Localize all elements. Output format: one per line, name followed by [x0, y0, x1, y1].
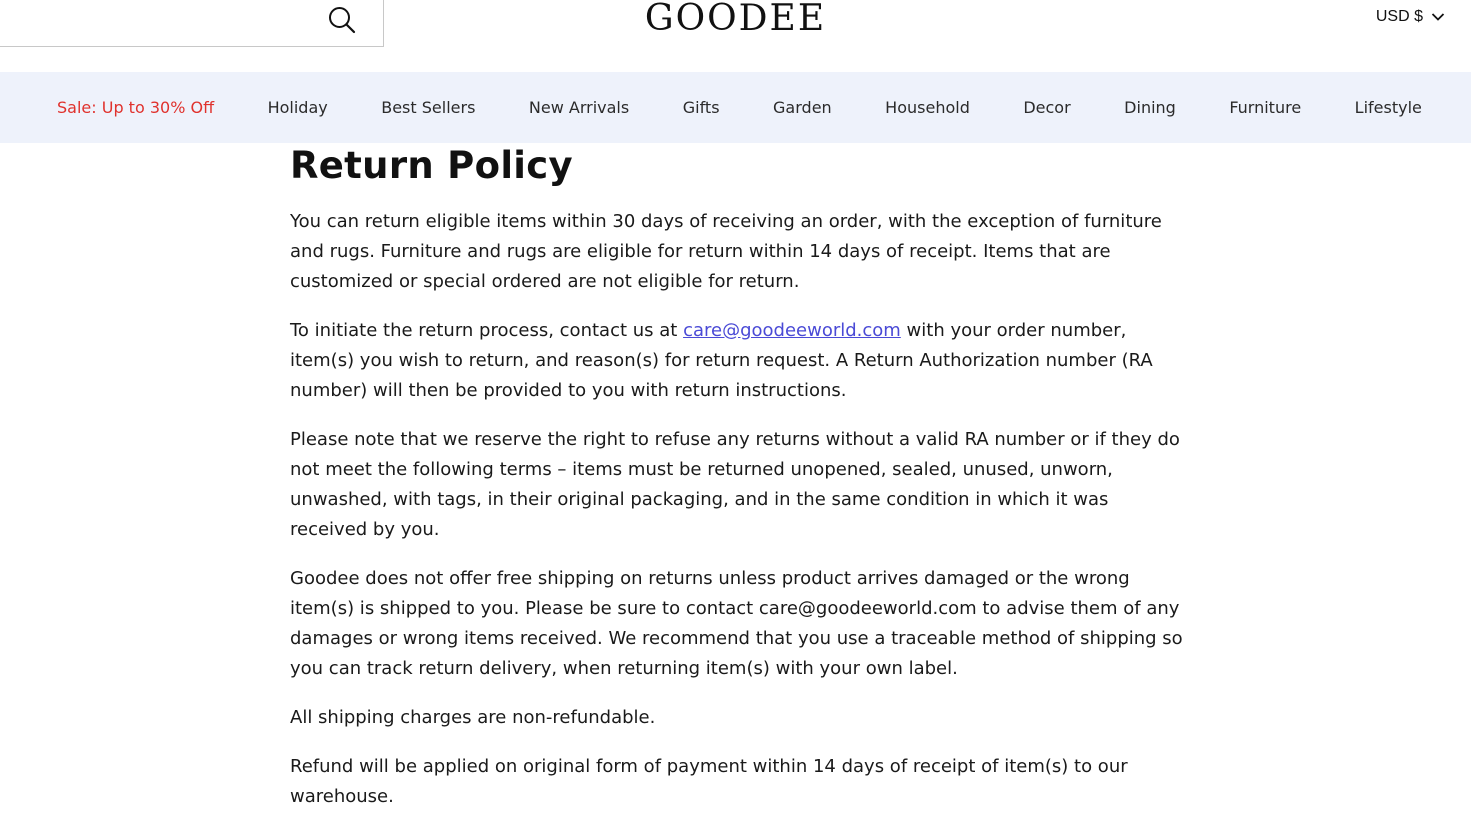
- initiate-text-after: with your order number, item(s) you wish to return, and reason(s) for return request. A Return Authorization number (RA number) will then be provided to you with return instructions.: [290, 320, 1153, 401]
- page-title: Return Policy: [290, 144, 573, 187]
- policy-paragraph-shipping: Goodee does not offer free shipping on returns unless product arrives damaged or the wrong item(s) is shipped to you. Please be sure to contact care@goodeeworld.com to advise them of any damages or wrong items received. We recommend that you use a traceable method of shipping so you can track return delivery, when returning item(s) with your own label.: [290, 568, 1183, 679]
- nav-item-furniture[interactable]: Furniture: [1229, 98, 1302, 117]
- nav-item-gifts[interactable]: Gifts: [682, 98, 720, 117]
- nav-item-decor[interactable]: Decor: [1023, 98, 1071, 117]
- nav-item-lifestyle[interactable]: Lifestyle: [1354, 98, 1422, 117]
- currency-label: USD $: [1375, 8, 1423, 25]
- policy-paragraph-terms: Please note that we reserve the right to refuse any returns without a valid RA number or if they do not meet the following terms – items must be returned unopened, sealed, unused, unworn, unwashed, with tags, in their original packaging, and in the same condition in which it was received by you.: [290, 429, 1180, 540]
- policy-paragraph-refund: Refund will be applied on original form of payment within 14 days of receipt of item(s) to our warehouse.: [290, 756, 1128, 807]
- nav-item-new-arrivals[interactable]: New Arrivals: [528, 98, 630, 117]
- care-email-link[interactable]: care@goodeeworld.com: [683, 320, 901, 341]
- policy-paragraph-initiate: [290, 316, 1190, 406]
- nav-item-best-sellers[interactable]: Best Sellers: [381, 98, 476, 117]
- initiate-text-before: To initiate the return process, contact us at: [290, 320, 684, 341]
- site-header: [0, 0, 1471, 72]
- nav-item-holiday[interactable]: Holiday: [267, 98, 328, 117]
- chevron-down-icon: [1431, 12, 1445, 22]
- main-nav: [0, 72, 1471, 143]
- policy-paragraph-charges: All shipping charges are non-refundable.: [290, 707, 656, 728]
- nav-item-dining[interactable]: Dining: [1124, 98, 1176, 117]
- nav-item-sale[interactable]: Sale: Up to 30% Off: [57, 98, 215, 117]
- site-logo[interactable]: GOODEE: [644, 0, 827, 39]
- nav-item-garden[interactable]: Garden: [773, 98, 832, 117]
- policy-paragraph-eligibility: You can return eligible items within 30 days of receiving an order, with the exception of furniture and rugs. Furniture and rugs are eligible for return within 14 days of receipt. Items that are customized or special ordered are not eligible for return.: [290, 211, 1162, 292]
- currency-selector[interactable]: [1376, 8, 1445, 26]
- return-policy-content: [290, 143, 1190, 831]
- nav-item-household[interactable]: Household: [885, 98, 970, 117]
